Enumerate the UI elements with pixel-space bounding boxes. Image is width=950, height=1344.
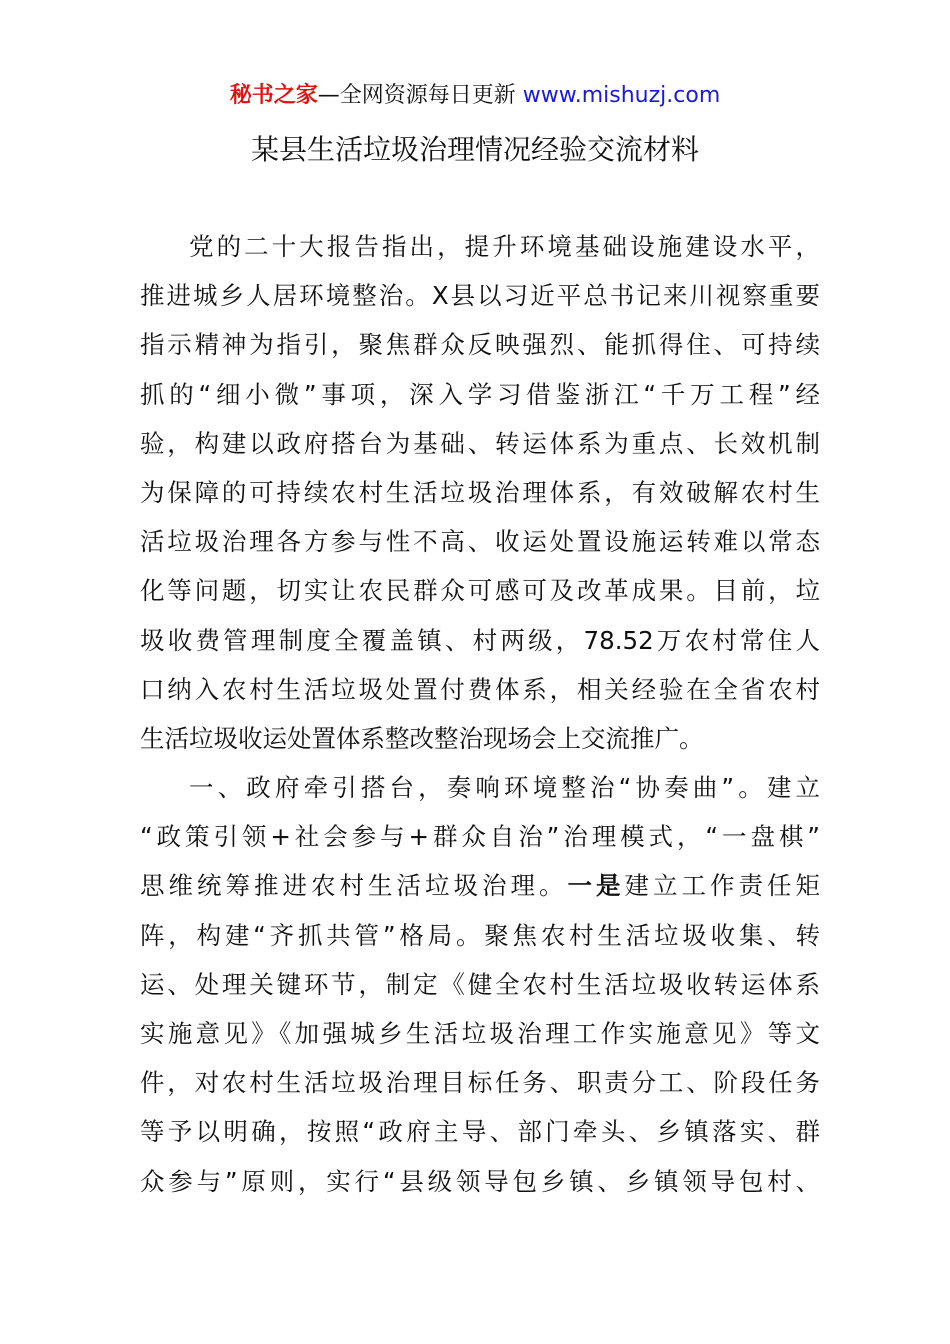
paragraph-line: 指示精神为指引，聚焦群众反映强烈、能抓得住、可持续 — [140, 330, 820, 360]
paragraph-line: 运、处理关键环节，制定《健全农村生活垃圾收转运体系 — [140, 969, 820, 999]
paragraph-line: 为保障的可持续农村生活垃圾治理体系，有效破解农村生 — [140, 477, 820, 507]
paragraph-line: 圾收费管理制度全覆盖镇、村两级，78.52万农村常住人 — [140, 625, 820, 655]
line-suffix: 建立工作责任矩 — [624, 871, 820, 901]
paragraph-line: 推进城乡人居环境整治。X县以习近平总书记来川视察重要 — [140, 281, 820, 311]
paragraph-line: 众参与”原则，实行“县级领导包乡镇、乡镇领导包村、 — [140, 1166, 820, 1196]
document-title: 某县生活垃圾治理情况经验交流材料 — [250, 133, 699, 166]
site-header — [0, 80, 950, 112]
site-slogan: —全网资源每日更新 — [317, 83, 516, 108]
document-body — [140, 222, 820, 1206]
paragraph-line: 阵，构建“齐抓共管”格局。聚焦农村生活垃圾收集、转 — [140, 920, 820, 950]
emphasis-first: 一是 — [567, 871, 625, 901]
paragraph-line: “政策引领+社会参与+群众自治”治理模式，“一盘棋” — [140, 822, 820, 852]
paragraph-line: 活垃圾治理各方参与性不高、收运处置设施运转难以常态 — [140, 527, 820, 557]
paragraph-line: 党的二十大报告指出，提升环境基础设施建设水平， — [189, 232, 820, 261]
section-heading-line: 一、政府牵引搭台，奏响环境整治“协奏曲”。建立 — [189, 773, 820, 803]
paragraph-intro — [140, 222, 820, 763]
paragraph-line: 口纳入农村生活垃圾处置付费体系，相关经验在全省农村 — [140, 674, 820, 704]
paragraph-line-mixed — [140, 861, 820, 910]
site-url-link[interactable]: www.mishuzj.com — [522, 83, 721, 108]
paragraph-line: 验，构建以政府搭台为基础、转运体系为重点、长效机制 — [140, 428, 820, 458]
paragraph-line: 生活垃圾收运处置体系整改整治现场会上交流推广。 — [140, 723, 704, 753]
paragraph-section-one — [140, 763, 820, 1206]
site-brand: 秘书之家 — [229, 83, 318, 108]
line-prefix: 思维统筹推进农村生活垃圾治理。 — [140, 871, 568, 901]
paragraph-line: 化等问题，切实让农民群众可感可及改革成果。目前，垃 — [140, 576, 820, 606]
paragraph-line: 件，对农村生活垃圾治理目标任务、职责分工、阶段任务 — [140, 1068, 820, 1098]
paragraph-line: 抓的“细小微”事项，深入学习借鉴浙江“千万工程”经 — [140, 379, 820, 409]
paragraph-line: 等予以明确，按照“政府主导、部门牵头、乡镇落实、群 — [140, 1117, 820, 1147]
paragraph-line: 实施意见》《加强城乡生活垃圾治理工作实施意见》等文 — [140, 1019, 820, 1048]
